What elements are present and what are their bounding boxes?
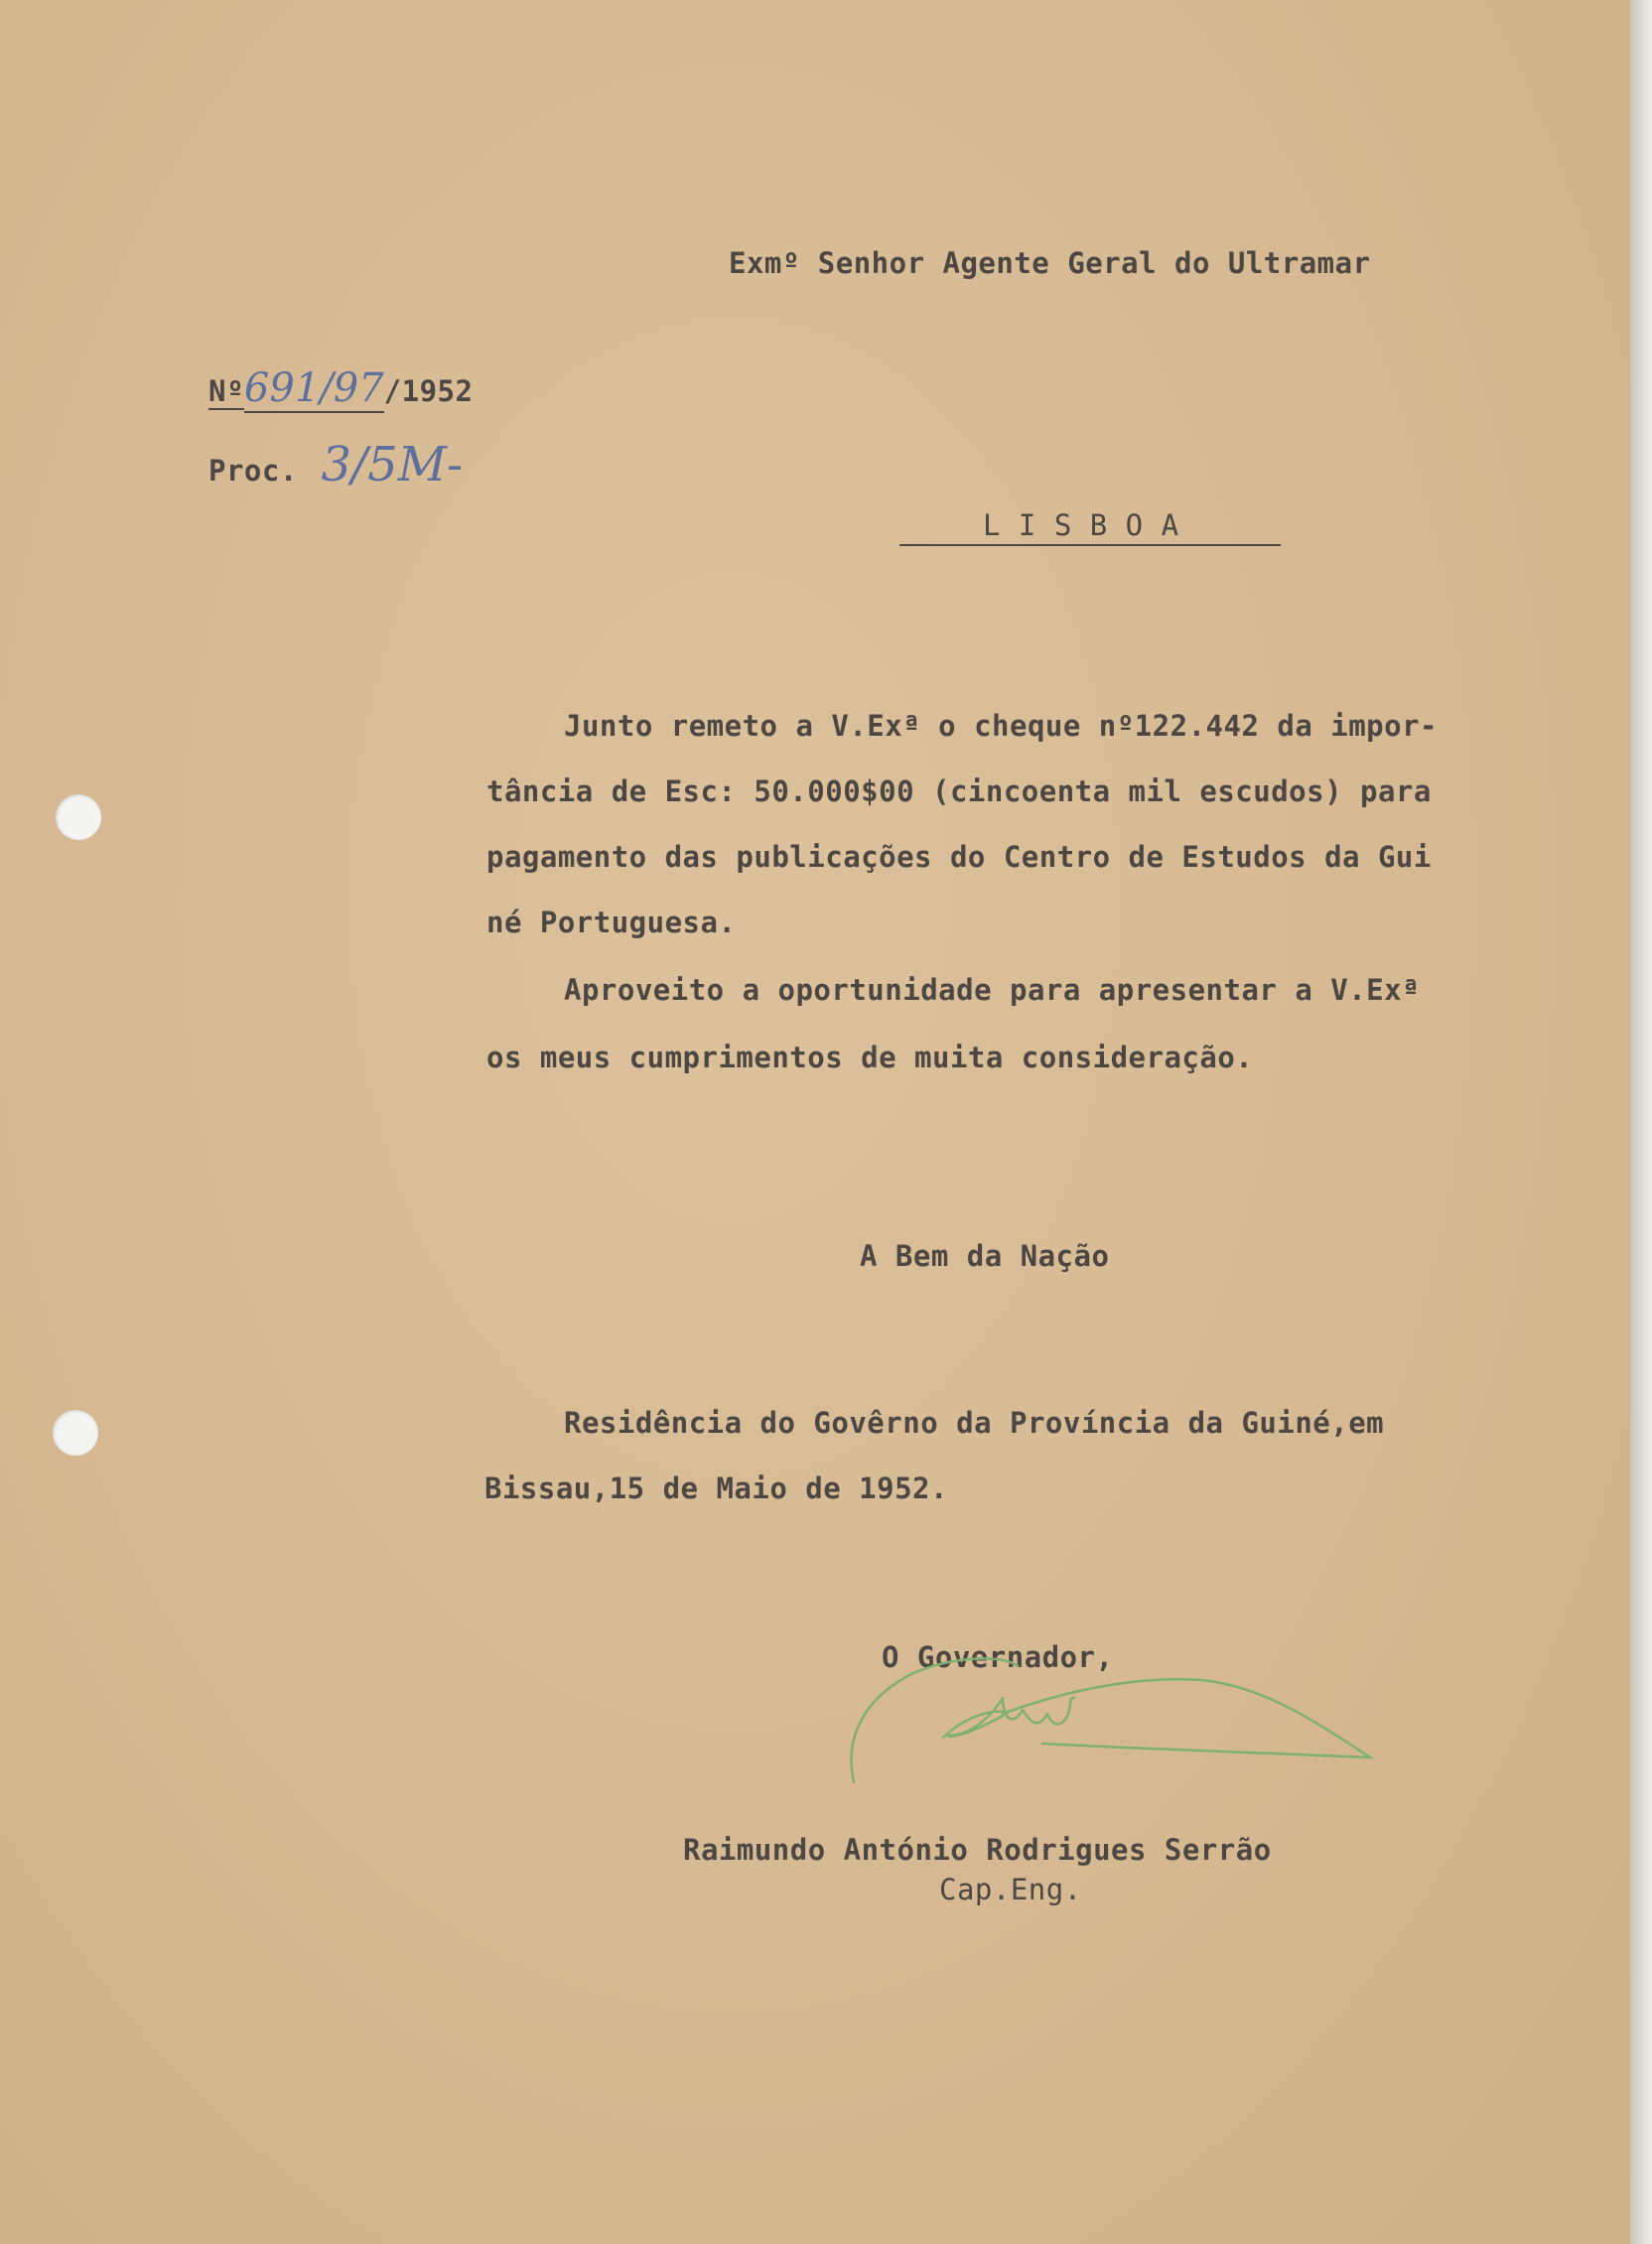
signatory-role: O Governador, bbox=[882, 1640, 1114, 1674]
reference-number-year: /1952 bbox=[383, 374, 474, 408]
handwritten-signature bbox=[844, 1618, 1380, 1797]
body-line-5: Aproveito a oportunidade para apresentar a V.Exª bbox=[564, 973, 1421, 1007]
reference-number-prefix: Nº bbox=[208, 374, 244, 408]
process-reference bbox=[208, 437, 463, 492]
reference-number bbox=[208, 365, 473, 411]
place-date-line-1: Residência do Govêrno da Província da Guiné,em bbox=[564, 1406, 1385, 1440]
process-label: Proc. bbox=[208, 454, 298, 488]
signatory-rank: Cap.Eng. bbox=[939, 1873, 1082, 1906]
destination-underline bbox=[899, 544, 1281, 546]
punch-hole-top bbox=[56, 794, 101, 840]
place-date-line-2: Bissau,15 de Maio de 1952. bbox=[484, 1472, 948, 1505]
body-line-1: Junto remeto a V.Exª o cheque nº122.442 da impor- bbox=[564, 709, 1439, 743]
destination-city: L I S B O A bbox=[983, 508, 1179, 542]
body-line-2: tância de Esc: 50.000$00 (cincoenta mil escudos) para bbox=[486, 774, 1432, 808]
body-line-4: né Portuguesa. bbox=[486, 906, 737, 939]
punch-hole-bottom bbox=[53, 1410, 98, 1456]
addressee-line: Exmº Senhor Agente Geral do Ultramar bbox=[729, 246, 1371, 280]
body-line-3: pagamento das publicações do Centro de Estudos da Gui bbox=[486, 840, 1432, 874]
process-handwritten: 3/5M- bbox=[321, 437, 464, 492]
closing-formula: A Bem da Nação bbox=[860, 1239, 1110, 1273]
scan-edge bbox=[1630, 0, 1652, 2244]
body-line-6: os meus cumprimentos de muita consideração. bbox=[486, 1041, 1254, 1074]
reference-number-handwritten: 691/97 bbox=[243, 365, 384, 411]
signatory-name: Raimundo António Rodrigues Serrão bbox=[683, 1833, 1272, 1867]
